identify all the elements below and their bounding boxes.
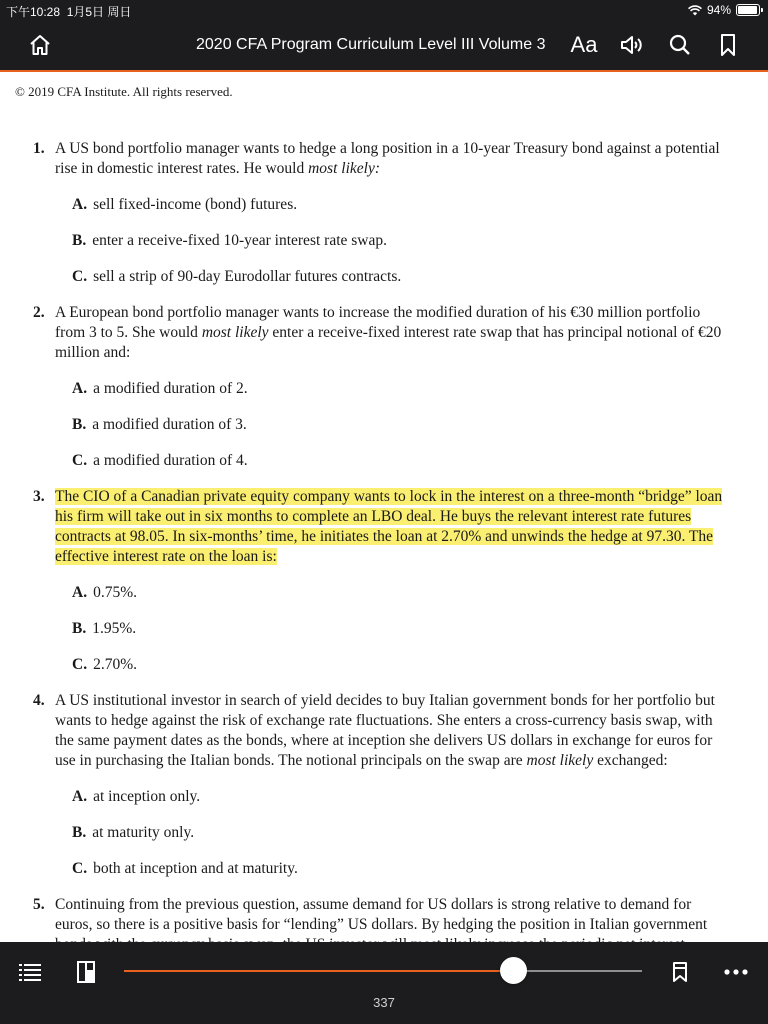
question-number: 4. (33, 692, 45, 709)
question-stem: A European bond portfolio manager wants to increase the modified duration of his €30 million portfolio from 3 to 5. She would most likely enter a receive-fixed interest rate swap that has principal notional of €20 million and: (55, 304, 722, 361)
page-content (0, 72, 768, 942)
question-4-option-c[interactable]: C. both at inception and at maturity. (72, 860, 298, 877)
question-1-option-c[interactable]: C. sell a strip of 90-day Eurodollar futures contracts. (72, 268, 402, 285)
question-number: 5. (33, 896, 45, 913)
battery-icon (736, 4, 760, 16)
list-icon[interactable] (18, 960, 42, 984)
page-flip-icon[interactable] (74, 960, 98, 984)
nav-bar (0, 20, 768, 70)
font-size-button[interactable]: Aa (570, 32, 598, 57)
question-1-option-b[interactable]: B. enter a receive-fixed 10-year interest rate swap. (72, 232, 387, 249)
question-1-option-a[interactable]: A. sell fixed-income (bond) futures. (72, 196, 298, 213)
slider-progress-fill (124, 970, 513, 972)
wifi-icon (688, 5, 702, 16)
status-right (688, 3, 760, 17)
question-3 (33, 487, 748, 567)
copyright-notice: © 2019 CFA Institute. All rights reserved. (15, 84, 233, 99)
question-3-option-a[interactable]: A. 0.75%. (72, 584, 137, 601)
question-4-option-b[interactable]: B. at maturity only. (72, 824, 195, 841)
top-bar (0, 0, 768, 72)
question-stem-highlighted[interactable]: The CIO of a Canadian private equity company wants to lock in the interest on a three-month “bridge” loan his firm will take out in six months to complete an LBO deal. He buys the relevant interest rate futures contracts at 98.05. In six-months’ time, he initiates the loan at 2.70% and unwinds the hedge at 97.30. The effective interest rate on the loan is: (55, 488, 723, 565)
status-bar (0, 0, 768, 20)
question-1 (33, 139, 748, 179)
question-stem: A US bond portfolio manager wants to hedge a long position in a 10-year Treasury bond against a potential rise in domestic interest rates. He would most likely: (55, 140, 720, 177)
question-3-option-b[interactable]: B. 1.95%. (72, 620, 137, 637)
slider-knob[interactable] (500, 957, 527, 984)
more-icon[interactable] (724, 960, 748, 984)
speaker-icon[interactable] (616, 29, 648, 61)
question-2-option-b[interactable]: B. a modified duration of 3. (72, 416, 247, 433)
status-time: 下午10:28 1月5日 周日 (6, 5, 132, 19)
page-number: 337 (373, 995, 395, 1010)
question-number: 1. (33, 140, 45, 157)
question-2 (33, 303, 748, 363)
question-stem: A US institutional investor in search of yield decides to buy Italian government bonds for her portfolio but wants to hedge against the risk of exchange rate fluctuations. She enters a cross-currency basis swap, with the same payment dates as the bonds, where at inception she delivers US dollars in exchange for euros for use in purchasing the Italian bonds. The notional principals on the swap are most likely exchanged: (55, 692, 715, 769)
battery-percent: 94% (706, 3, 731, 17)
bookmark-icon[interactable] (712, 29, 744, 61)
bookmark-icon[interactable] (668, 960, 692, 984)
question-number: 2. (33, 304, 45, 321)
book-title: 2020 CFA Program Curriculum Level III Volume 3 (196, 36, 546, 53)
question-stem: Continuing from the previous question, assume demand for US dollars is strong relative to demand for euros, so there is a positive basis for “lending” US dollars. By hedging the position in Italian government (55, 896, 708, 933)
bottom-bar (0, 942, 768, 1024)
question-4-option-a[interactable]: A. at inception only. (72, 788, 201, 805)
question-2-option-c[interactable]: C. a modified duration of 4. (72, 452, 248, 469)
question-2-option-a[interactable]: A. a modified duration of 2. (72, 380, 248, 397)
question-number: 3. (33, 488, 45, 505)
home-icon[interactable] (24, 29, 56, 61)
search-icon[interactable] (664, 29, 696, 61)
question-4 (33, 691, 748, 771)
page-slider[interactable] (124, 970, 642, 972)
question-3-option-c[interactable]: C. 2.70%. (72, 656, 137, 673)
battery-fill (738, 6, 757, 14)
